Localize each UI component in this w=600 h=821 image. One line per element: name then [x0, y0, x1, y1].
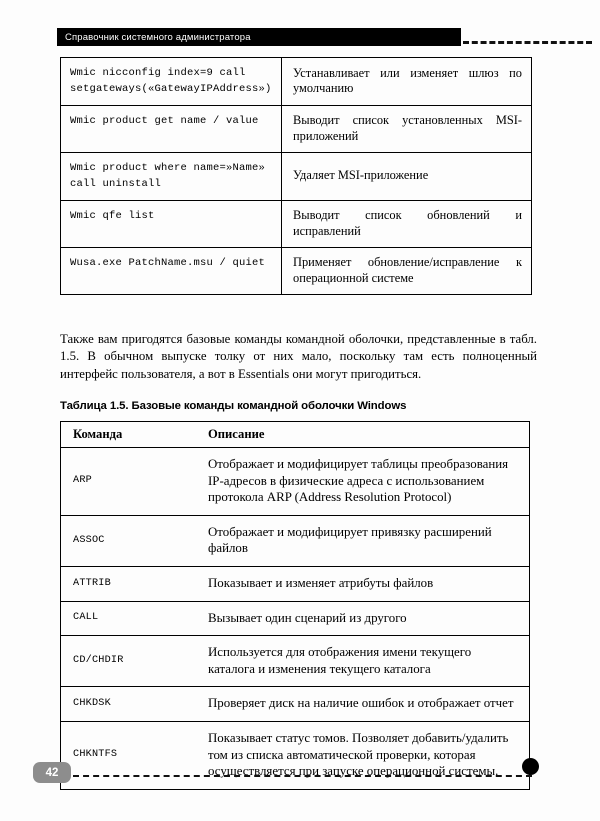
body-paragraph: Также вам пригодятся базовые команды командной оболочки, представленные в табл. 1.5. В обычном выпуске толку от них мало, поскольку там есть полноценный интерфейс пользователя, а вот в Essentials они могут пригодиться.: [60, 331, 537, 381]
table-row: [61, 153, 532, 201]
cell-description: Удаляет MSI-приложение: [282, 153, 532, 201]
table-row: [61, 687, 530, 722]
cell-description: Вызывает один сценарий из другого: [186, 601, 530, 636]
column-header-description: Описание: [186, 422, 530, 448]
cell-description: Выводит список обновлений и исправлений: [282, 201, 532, 248]
table-row: [61, 106, 532, 153]
running-header: [57, 28, 535, 46]
header-dashed-rule: [463, 41, 592, 44]
table-row: [61, 448, 530, 516]
cell-description: Устанавливает или изменяет шлюз по умолчанию: [282, 58, 532, 106]
cell-command: CHKNTFS: [73, 749, 118, 761]
cell-description: Показывает статус томов. Позволяет добавить/удалить том из списка автоматической проверки, которая осуществляется при запуске операционной системы.: [208, 730, 509, 779]
footer-dashed-rule: [73, 775, 532, 777]
cell-command: Wmic product get name / value: [61, 106, 282, 153]
cell-command: ATTRIB: [61, 566, 187, 601]
table-row: [61, 58, 532, 106]
page-footer: [0, 762, 600, 802]
table-shell-commands: [60, 421, 530, 790]
cell-command: CHKDSK: [61, 687, 187, 722]
table-caption: Таблица 1.5. Базовые команды командной оболочки Windows: [60, 400, 407, 412]
cell-command: ARP: [61, 448, 187, 516]
running-header-title: Справочник системного администратора: [65, 31, 251, 43]
cell-command: Wmic qfe list: [61, 201, 282, 248]
table-shell-head: [61, 422, 530, 448]
cell-description: Используется для отображения имени текущего каталога и изменения текущего каталога: [186, 636, 530, 687]
cell-description: Выводит список установленных MSI-приложений: [282, 106, 532, 153]
table-row: [61, 515, 530, 566]
cell-command: Wusa.exe PatchName.msu / quiet: [61, 248, 282, 295]
table-header-row: [61, 422, 530, 448]
column-header-command: Команда: [61, 422, 187, 448]
table-row: [61, 636, 530, 687]
cell-command: CALL: [61, 601, 187, 636]
cell-command: CD/CHDIR: [61, 636, 187, 687]
cell-command: Wmic nicconfig index=9 call setgateways(«GatewayIPAddress»): [61, 58, 282, 106]
table-wmi-commands: [60, 57, 532, 295]
cell-description: Проверяет диск на наличие ошибок и отображает отчет: [186, 687, 530, 722]
cell-description: Применяет обновление/исправление к операционной системе: [282, 248, 532, 295]
table-wmi-body: [61, 58, 532, 295]
footer-dot-decoration: [522, 758, 539, 775]
table-row: [61, 566, 530, 601]
table-shell-body: [61, 448, 530, 790]
cell-description: Отображает и модифицирует таблицы преобразования IP-адресов в физические адреса с использованием протокола ARP (Address Resolution Protocol): [186, 448, 530, 516]
cell-description: Показывает и изменяет атрибуты файлов: [186, 566, 530, 601]
table-row: [61, 601, 530, 636]
cell-command: Wmic product where name=»Name» call uninstall: [61, 153, 282, 201]
page-number-badge: 42: [33, 762, 71, 783]
running-header-bar: [57, 28, 461, 46]
table-row: [61, 201, 532, 248]
cell-description: Отображает и модифицирует привязку расширений файлов: [186, 515, 530, 566]
cell-command: ASSOC: [61, 515, 187, 566]
table-row: [61, 248, 532, 295]
